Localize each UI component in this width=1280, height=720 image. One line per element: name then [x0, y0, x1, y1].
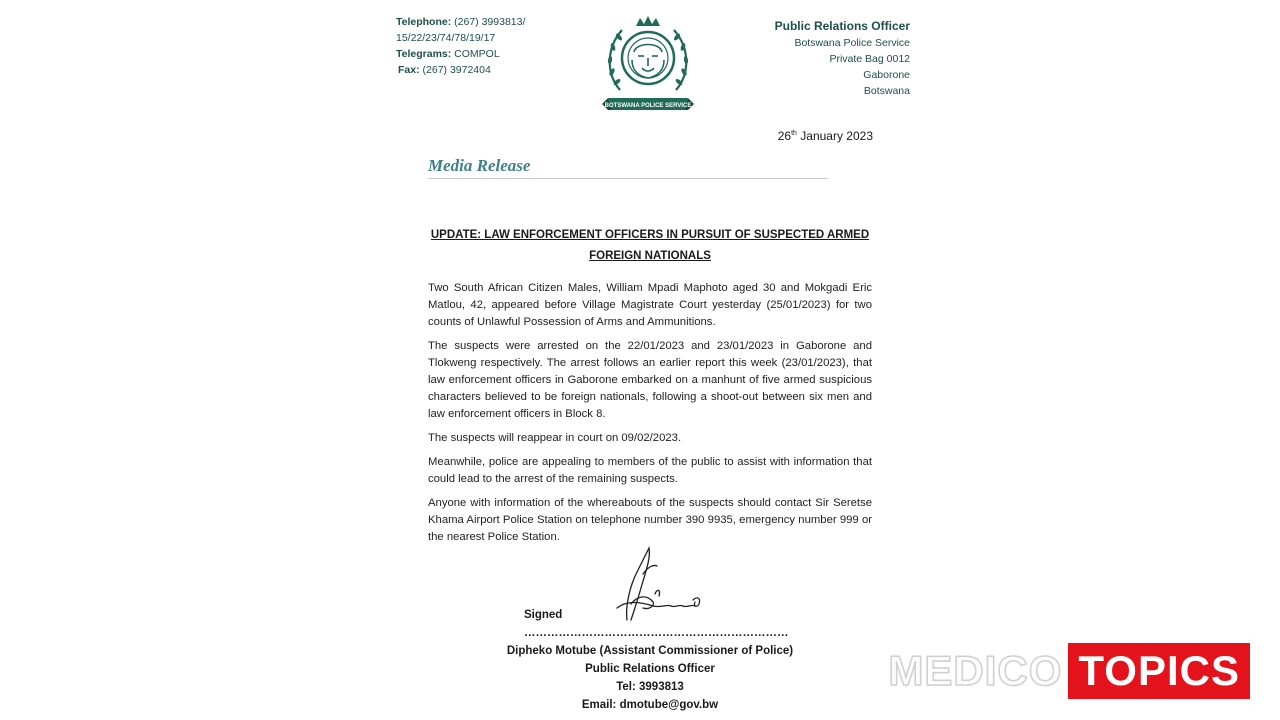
telephone-label: Telephone:	[396, 16, 452, 28]
fax-value: (267) 3972404	[422, 64, 491, 76]
body-paragraph-2: The suspects were arrested on the 22/01/2023 and 23/01/2023 in Gaborone and Tlokweng respectively. The arrest follows an earlier report this week (23/01/2023), that law enforcement officers in Gaborone embarked on a manhunt of five armed suspicious characters believed to be foreign nationals, following a shoot-out between six men and law enforcement officers in Block 8.	[428, 340, 872, 420]
headline-line-2: FOREIGN NATIONALS	[589, 250, 711, 262]
telegrams-label: Telegrams:	[396, 48, 452, 60]
fax-label: Fax:	[398, 64, 420, 76]
signature-block	[470, 606, 830, 714]
svg-text:BOTSWANA POLICE SERVICE: BOTSWANA POLICE SERVICE	[604, 103, 692, 109]
address-line-1: Botswana Police Service	[794, 37, 910, 49]
date-suffix: th	[791, 130, 797, 137]
signatory-name: Dipheko Motube (Assistant Commissioner of Police)	[506, 645, 794, 657]
watermark-medico: MEDICO	[888, 647, 1063, 694]
telegrams-line	[396, 46, 525, 62]
signatory-role: Public Relations Officer	[585, 663, 715, 675]
date-day: 26	[777, 129, 792, 143]
release-date	[778, 129, 873, 143]
media-release-title: Media Release	[428, 156, 828, 179]
police-emblem-icon	[598, 12, 698, 120]
body-paragraph-4: Meanwhile, police are appealing to members of the public to assist with information that could lead to the arrest of the remaining suspects.	[428, 456, 872, 485]
body-paragraph-1: Two South African Citizen Males, William Mpadi Maphoto aged 30 and Mokgadi Eric Matlou, 42, appeared before Village Magistrate Court yesterday (25/01/2023) for two counts of Unlawful Possession of Arms and Ammunitions.	[428, 282, 872, 328]
date-rest: January 2023	[796, 129, 873, 143]
address-block	[775, 18, 910, 99]
address-line-4: Botswana	[863, 85, 910, 97]
body-paragraph-5: Anyone with information of the whereabouts of the suspects should contact Sir Seretse Khama Airport Police Station on telephone number 390 9935, emergency number 999 or the nearest Police Station.	[428, 497, 872, 543]
telephone-extensions: 15/22/23/74/78/19/17	[396, 32, 496, 44]
address-title: Public Relations Officer	[774, 19, 910, 33]
headline	[420, 225, 880, 267]
watermark-topics: TOPICS	[1068, 643, 1250, 699]
telegrams-value: COMPOL	[454, 48, 500, 60]
address-line-3: Gaborone	[863, 69, 910, 81]
headline-line-1: UPDATE: LAW ENFORCEMENT OFFICERS IN PURSUIT OF SUSPECTED ARMED	[430, 229, 870, 241]
body-paragraph-3: The suspects will reappear in court on 09/02/2023.	[428, 432, 682, 444]
release-body	[428, 280, 872, 553]
signatory-email: Email: dmotube@gov.bw	[581, 699, 719, 711]
contact-block	[396, 14, 525, 78]
signatory-telephone: Tel: 3993813	[616, 681, 684, 693]
medico-topics-watermark	[882, 643, 1250, 699]
telephone-line	[396, 14, 525, 30]
signed-line: Signed ……………………………………………………………	[524, 609, 789, 639]
fax-line	[396, 62, 525, 78]
address-line-2: Private Bag 0012	[829, 53, 910, 65]
telephone-value: (267) 3993813/	[454, 16, 526, 28]
